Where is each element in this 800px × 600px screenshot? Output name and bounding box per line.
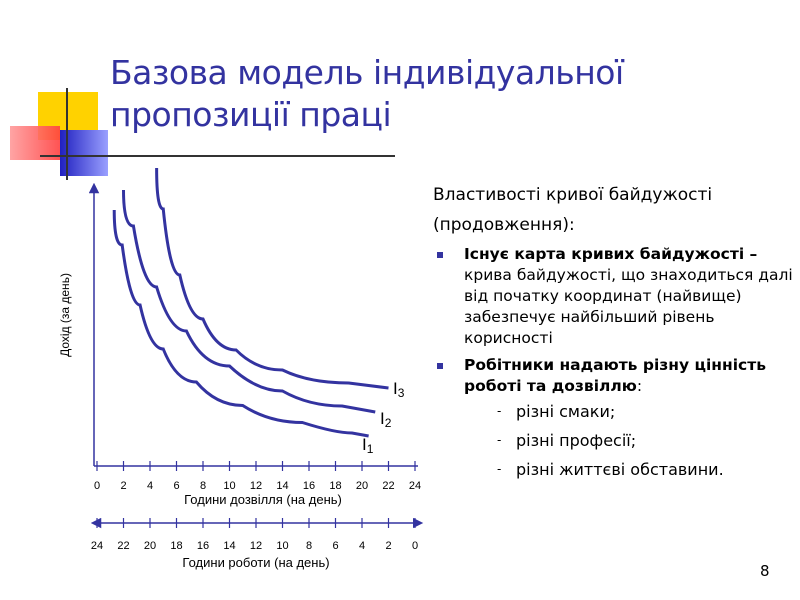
x-tick-label: 12 [249, 480, 263, 492]
x2-tick-label: 0 [411, 540, 419, 552]
x2-tick-label: 22 [117, 540, 130, 552]
indifference-curve-3 [157, 168, 389, 388]
x-tick-label: 8 [199, 480, 207, 492]
x-tick-label: 18 [329, 480, 342, 492]
x2-tick-label: 8 [305, 540, 313, 552]
x-tick-label: 16 [302, 480, 316, 492]
dash-bullet-icon: - [497, 433, 502, 447]
x-tick-label: 14 [276, 480, 289, 492]
text-block [433, 180, 793, 490]
x-tick-label: 4 [146, 480, 154, 492]
x-tick-label: 6 [173, 480, 180, 492]
x2-tick-label: 24 [90, 540, 104, 552]
sub-list [464, 397, 793, 484]
x2-tick-label: 10 [276, 540, 289, 552]
sub-item [464, 455, 793, 484]
x2-tick-label: 14 [223, 540, 236, 552]
x2-tick-label: 2 [385, 540, 392, 552]
sub-item-text: різні життєві обставини. [516, 460, 724, 479]
x-tick-label: 0 [93, 480, 101, 492]
sub-item [464, 397, 793, 426]
x2-tick-label: 18 [170, 540, 183, 552]
properties-heading-continued: (продовження): [433, 215, 575, 235]
dash-bullet-icon: - [497, 462, 502, 476]
x-tick-label: 10 [223, 480, 236, 492]
x-tick-label: 24 [408, 480, 422, 492]
title-line-1: Базова модель індивідуальної [110, 53, 624, 92]
x2-tick-label: 20 [143, 540, 157, 552]
x-tick-label: 20 [355, 480, 369, 492]
x2-tick-label: 12 [249, 540, 263, 552]
bullet-item-values [433, 355, 793, 484]
square-bullet-icon [437, 363, 443, 369]
curve-label-3: I3 [393, 379, 405, 400]
title-line-2: пропозиції праці [110, 95, 392, 134]
x2-tick-label: 4 [358, 540, 366, 552]
y-axis-label: Дохід (за день) [58, 273, 72, 357]
bullet-2-text: : [636, 377, 643, 395]
bullet-1-bold: Існує карта кривих байдужості – [464, 245, 758, 263]
bullet-list [433, 244, 793, 484]
x-tick-label: 22 [382, 480, 395, 492]
curve-label-1: I1 [362, 435, 374, 456]
properties-heading: Властивості кривої байдужості [433, 185, 713, 205]
indifference-curve-1 [114, 210, 368, 436]
x-axis-work-label: Години роботи (на день) [182, 555, 330, 570]
bullet-2-bold: Робітники надають різну цінність роботі та дозвіллю [464, 356, 767, 395]
bullet-item-map [433, 244, 793, 349]
x2-tick-label: 16 [196, 540, 210, 552]
x2-tick-label: 6 [332, 540, 339, 552]
sub-item-text: різні професії; [516, 431, 637, 450]
x-axis-leisure-label: Години дозвілля (на день) [184, 492, 342, 507]
sub-item-text: різні смаки; [516, 402, 616, 421]
sub-item [464, 426, 793, 455]
square-bullet-icon [437, 252, 443, 258]
indifference-curves [114, 168, 405, 456]
curve-label-2: I2 [380, 409, 392, 430]
indifference-curve-2 [124, 190, 376, 412]
bullet-1-text: крива байдужості, що знаходиться далі від початку координат (найвище) забезпечує найбільший рівень корисності [464, 266, 793, 347]
x-tick-label: 2 [120, 480, 127, 492]
dash-bullet-icon: - [497, 404, 502, 418]
page-number: 8 [760, 562, 770, 580]
